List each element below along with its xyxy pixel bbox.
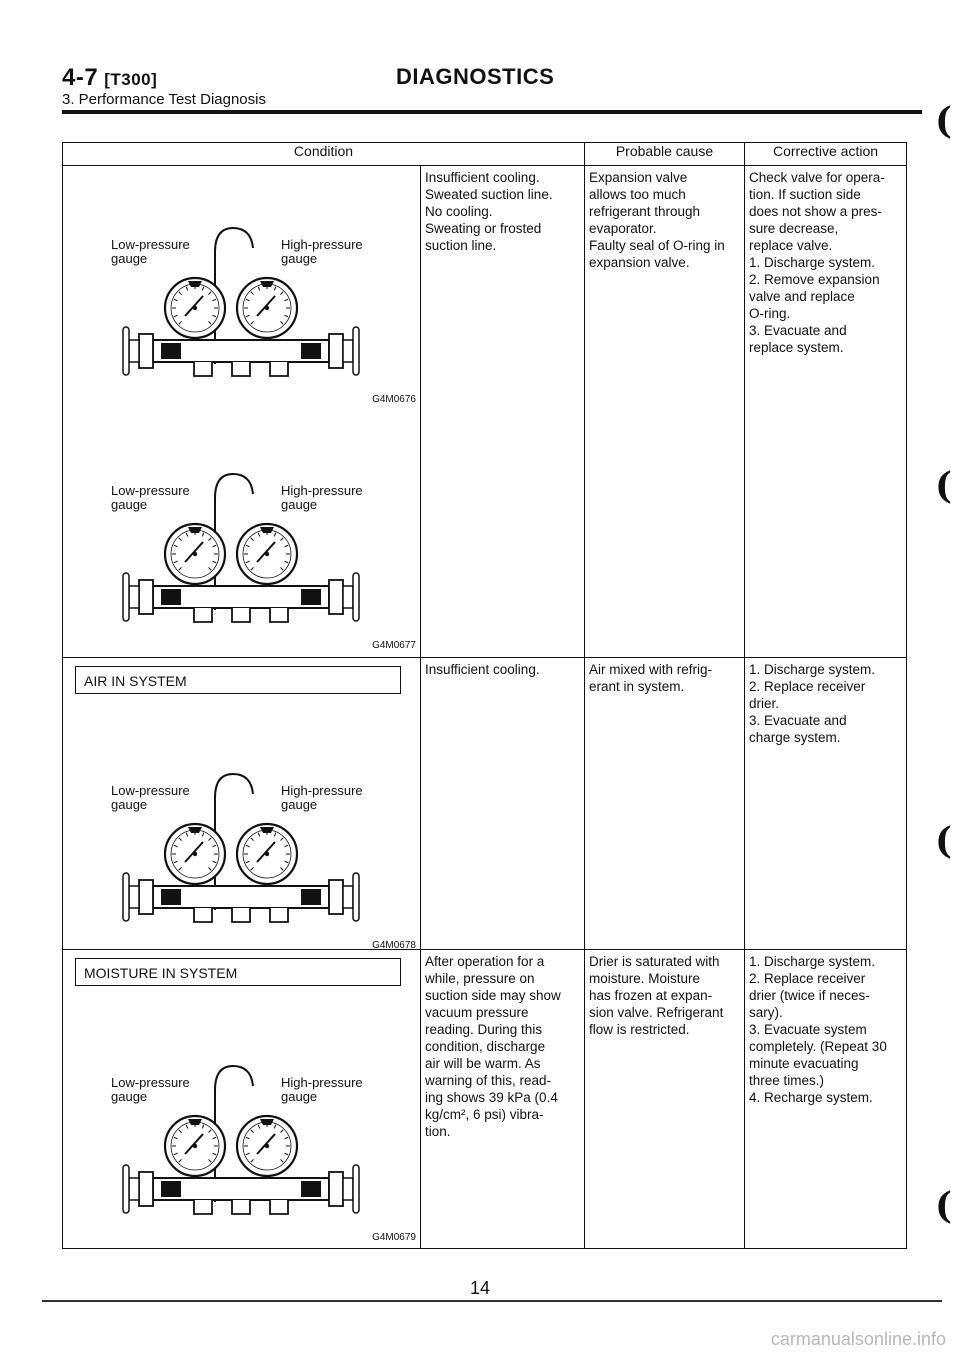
- cell-text-line: evaporator.: [589, 221, 657, 236]
- cell-text-line: condition, discharge: [425, 1039, 546, 1054]
- cell-text-line: sion valve. Refrigerant: [589, 1005, 724, 1020]
- symptom-cell: [421, 950, 585, 1249]
- margin-mark: (: [935, 820, 953, 862]
- page-number: 14: [470, 1278, 491, 1298]
- cell-text-line: Expansion valve: [589, 170, 688, 185]
- page-subtitle: 3. Performance Test Diagnosis: [62, 91, 266, 108]
- cell-text-line: valve and replace: [749, 289, 855, 304]
- cause-cell: [585, 950, 745, 1249]
- cell-text-line: suction side may show: [425, 988, 561, 1003]
- page-title: DIAGNOSTICS: [396, 64, 555, 89]
- cell-text-line: Insufficient cooling.: [425, 662, 540, 677]
- cell-text-line: does not show a pres-: [749, 204, 882, 219]
- table-header-row: [63, 143, 907, 166]
- low-pressure-gauge-label: Low-pressure gauge: [111, 237, 190, 266]
- high-pressure-gauge-label: High-pressure gauge: [281, 1075, 363, 1104]
- condition-label-box: AIR IN SYSTEM: [75, 666, 401, 694]
- cell-text-line: three times.): [749, 1073, 825, 1088]
- low-pressure-gauge-icon: [165, 1116, 225, 1176]
- figure-code: G4M0677: [372, 640, 416, 651]
- footer-rule: [42, 1300, 942, 1302]
- cell-text-line: tion. If suction side: [749, 187, 861, 202]
- cell-text-line: vacuum pressure: [425, 1005, 529, 1020]
- figure-code: G4M0679: [372, 1232, 416, 1243]
- cell-text-line: ing shows 39 kPa (0.4: [425, 1090, 558, 1105]
- cell-text-line: No cooling.: [425, 204, 493, 219]
- margin-mark: (: [935, 100, 953, 142]
- cell-text-line: suction line.: [425, 238, 497, 253]
- symptom-cell: [421, 166, 585, 658]
- manifold-illustration: [111, 460, 371, 630]
- cell-text-line: Sweating or frosted: [425, 221, 542, 236]
- cell-text-line: reading. During this: [425, 1022, 543, 1037]
- cell-text-line: while, pressure on: [425, 971, 535, 986]
- cell-text-line: 3. Evacuate and: [749, 323, 847, 338]
- figure-code: G4M0678: [372, 940, 416, 951]
- condition-label-box: MOISTURE IN SYSTEM: [75, 958, 401, 986]
- condition-figure-cell: [63, 166, 421, 658]
- cell-text-line: sure decrease,: [749, 221, 839, 236]
- cell-text-line: Air mixed with refrig-: [589, 662, 713, 677]
- condition-figure-cell: [63, 658, 421, 950]
- cell-text-line: moisture. Moisture: [589, 971, 701, 986]
- cell-text-line: Faulty seal of O-ring in: [589, 238, 725, 253]
- header-rule: [62, 110, 922, 114]
- cell-text-line: Insufficient cooling.: [425, 170, 540, 185]
- high-pressure-gauge-icon: [237, 524, 297, 584]
- table-row: [63, 950, 907, 1249]
- high-pressure-gauge-icon: [237, 278, 297, 338]
- corrective-action-header: Corrective action: [745, 143, 907, 166]
- cell-text-line: replace valve.: [749, 238, 833, 253]
- high-pressure-gauge-label: High-pressure gauge: [281, 483, 363, 512]
- cell-text-line: minute evacuating: [749, 1056, 859, 1071]
- cell-text-line: 4. Recharge system.: [749, 1090, 873, 1105]
- action-cell: [745, 166, 907, 658]
- manifold-illustration: [111, 214, 371, 384]
- probable-cause-header: Probable cause: [585, 143, 745, 166]
- cell-text-line: 3. Evacuate and: [749, 713, 847, 728]
- manifold-illustration: [111, 1052, 371, 1222]
- cell-text-line: 2. Replace receiver: [749, 679, 866, 694]
- low-pressure-gauge-label: Low-pressure gauge: [111, 483, 190, 512]
- cell-text-line: After operation for a: [425, 954, 545, 969]
- high-pressure-gauge-icon: [237, 824, 297, 884]
- cell-text-line: 1. Discharge system.: [749, 662, 876, 677]
- cell-text-line: Drier is saturated with: [589, 954, 720, 969]
- table-row: [63, 166, 907, 658]
- low-pressure-gauge-icon: [165, 824, 225, 884]
- cell-text-line: drier (twice if neces-: [749, 988, 870, 1003]
- manifold-illustration: [111, 760, 371, 930]
- high-pressure-gauge-label: High-pressure gauge: [281, 783, 363, 812]
- low-pressure-gauge-label: Low-pressure gauge: [111, 1075, 190, 1104]
- cell-text-line: flow is restricted.: [589, 1022, 690, 1037]
- action-cell: [745, 950, 907, 1249]
- cell-text-line: erant in system.: [589, 679, 685, 694]
- cell-text-line: tion.: [425, 1124, 451, 1139]
- condition-header: Condition: [63, 143, 585, 166]
- cell-text-line: charge system.: [749, 730, 841, 745]
- symptom-cell: [421, 658, 585, 950]
- action-cell: [745, 658, 907, 950]
- cause-cell: [585, 658, 745, 950]
- figure-code: G4M0676: [372, 394, 416, 405]
- watermark: carmanualsonline.info: [770, 1329, 946, 1349]
- low-pressure-gauge-label: Low-pressure gauge: [111, 783, 190, 812]
- high-pressure-gauge-label: High-pressure gauge: [281, 237, 363, 266]
- cell-text-line: 1. Discharge system.: [749, 954, 876, 969]
- cell-text-line: refrigerant through: [589, 204, 701, 219]
- cause-cell: [585, 166, 745, 658]
- low-pressure-gauge-icon: [165, 524, 225, 584]
- cell-text-line: 2. Replace receiver: [749, 971, 866, 986]
- cell-text-line: Check valve for opera-: [749, 170, 885, 185]
- cell-text-line: completely. (Repeat 30: [749, 1039, 887, 1054]
- cell-text-line: 2. Remove expansion: [749, 272, 880, 287]
- diagnosis-table: [62, 142, 907, 1249]
- high-pressure-gauge-icon: [237, 1116, 297, 1176]
- low-pressure-gauge-icon: [165, 278, 225, 338]
- topic-code: [T300]: [104, 70, 158, 89]
- cell-text-line: O-ring.: [749, 306, 791, 321]
- cell-text-line: allows too much: [589, 187, 686, 202]
- condition-figure-cell: [63, 950, 421, 1249]
- cell-text-line: sary).: [749, 1005, 783, 1020]
- section-code: 4-7 [T300]: [62, 64, 158, 91]
- cell-text-line: warning of this, read-: [425, 1073, 552, 1088]
- cell-text-line: replace system.: [749, 340, 844, 355]
- cell-text-line: 1. Discharge system.: [749, 255, 876, 270]
- cell-text-line: expansion valve.: [589, 255, 690, 270]
- cell-text-line: Sweated suction line.: [425, 187, 553, 202]
- cell-text-line: kg/cm², 6 psi) vibra-: [425, 1107, 544, 1122]
- margin-mark: (: [935, 1185, 953, 1227]
- cell-text-line: has frozen at expan-: [589, 988, 713, 1003]
- cell-text-line: 3. Evacuate system: [749, 1022, 867, 1037]
- cell-text-line: drier.: [749, 696, 780, 711]
- table-row: [63, 658, 907, 950]
- cell-text-line: air will be warm. As: [425, 1056, 541, 1071]
- margin-mark: (: [935, 465, 953, 507]
